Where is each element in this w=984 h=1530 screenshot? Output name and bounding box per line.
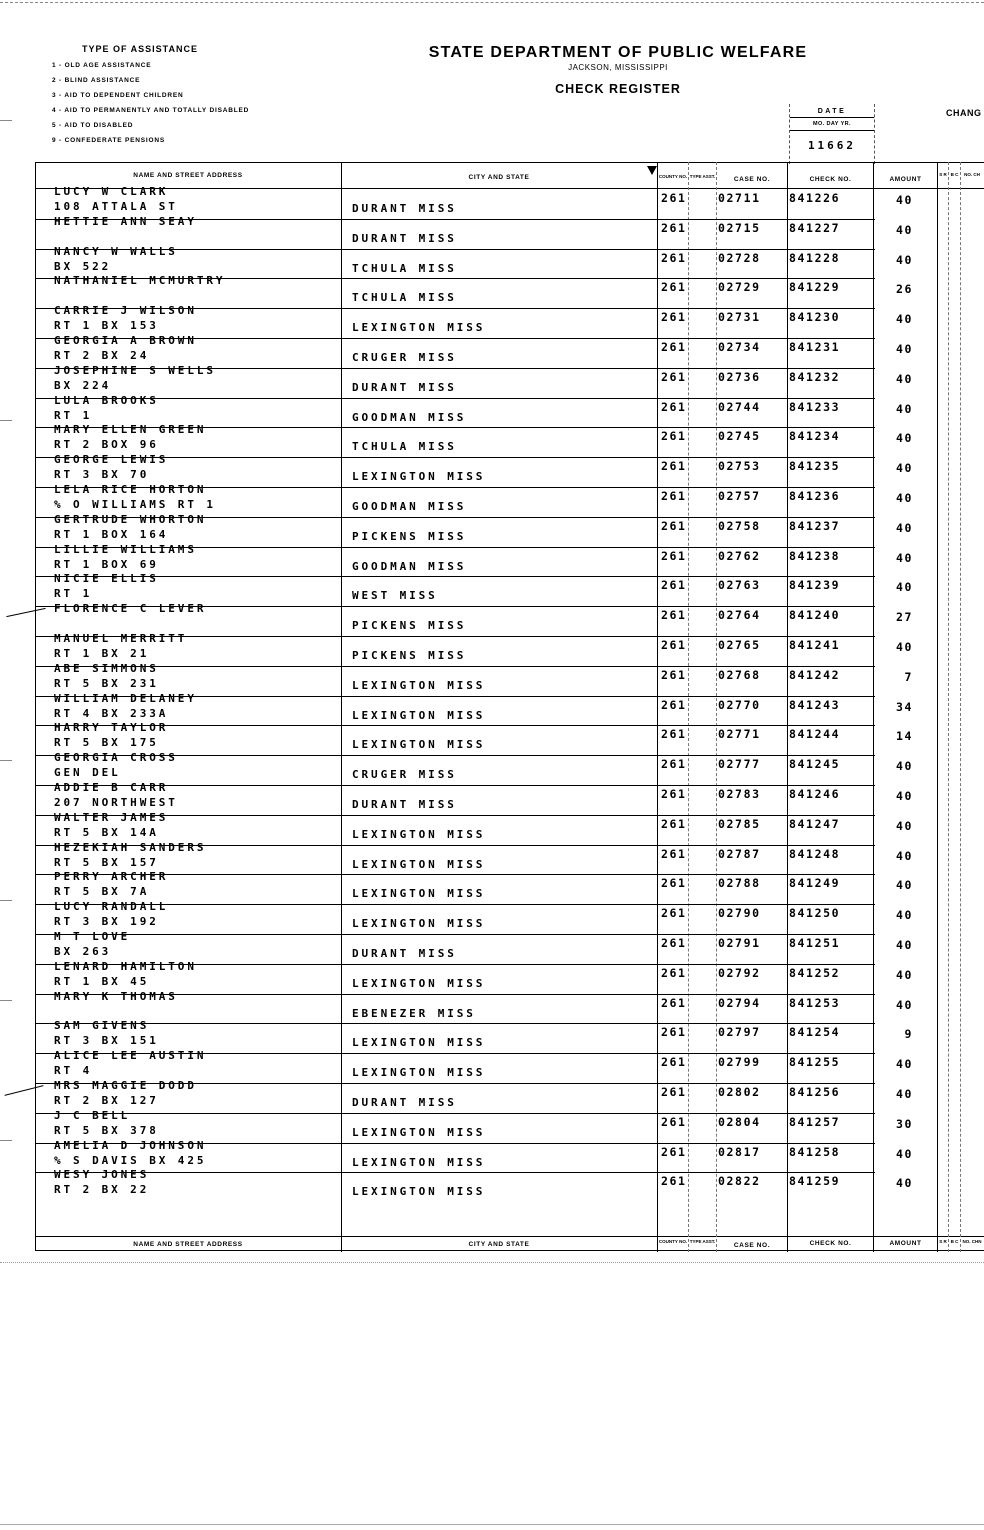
footer-separator (35, 1236, 984, 1237)
legend-title: TYPE OF ASSISTANCE (82, 44, 199, 54)
entry-case-no: 02728 (718, 250, 761, 265)
entry-city: LEXINGTON MISS (352, 738, 486, 752)
entry-check-no: 841227 (789, 220, 841, 235)
entry-county: 261 (661, 638, 687, 652)
entry-street: RT 2 BOX 96 (54, 438, 159, 452)
entry-street: RT 5 BX 231 (54, 676, 159, 690)
entry-check-no: 841248 (789, 846, 841, 861)
entry-amount: 40 (895, 967, 913, 982)
entry-street: RT 5 BX 378 (54, 1123, 159, 1137)
entry-check-no: 841235 (789, 459, 841, 474)
footer-header-no: NO. CHN (962, 1239, 982, 1244)
column-header-type: TYPE ASST. (689, 174, 716, 179)
entry-county: 261 (661, 280, 687, 295)
entry-city: TCHULA MISS (352, 440, 457, 454)
entry-county: 261 (661, 787, 687, 801)
entry-amount: 40 (895, 222, 913, 237)
entry-check-no: 841245 (789, 757, 841, 772)
margin-mark (0, 1140, 12, 1141)
entry-name: LUCY RANDALL (54, 900, 169, 914)
register-title: CHECK REGISTER (555, 82, 681, 96)
entry-name: WILLIAM DELANEY (54, 691, 197, 705)
assistance-type-legend (52, 44, 372, 148)
header-separator (35, 188, 984, 189)
column-divider (937, 162, 938, 1252)
entry-city: PICKENS MISS (352, 619, 467, 633)
entry-county: 261 (661, 1085, 687, 1099)
footer-header-county: COUNTY NO. (658, 1239, 688, 1244)
column-header-no: NO. CH (964, 172, 980, 177)
entry-amount: 40 (895, 640, 913, 654)
row-separator (35, 1023, 875, 1024)
entry-amount: 40 (895, 1057, 913, 1072)
entry-city: LEXINGTON MISS (352, 976, 486, 990)
entry-check-no: 841239 (789, 578, 841, 593)
legend-item: 2 - BLIND ASSISTANCE (52, 77, 141, 84)
row-separator (35, 666, 875, 667)
column-divider (787, 162, 788, 1252)
entry-case-no: 02758 (718, 518, 761, 533)
entry-amount: 40 (895, 193, 913, 207)
entry-county: 261 (661, 608, 687, 623)
change-label: CHANG (946, 108, 982, 118)
entry-county: 261 (661, 757, 687, 772)
entry-case-no: 02753 (718, 459, 761, 474)
margin-mark (0, 900, 12, 901)
entry-amount: 30 (895, 1116, 913, 1131)
entry-case-no: 02763 (718, 578, 761, 593)
entry-case-no: 02729 (718, 280, 761, 295)
entry-county: 261 (661, 876, 687, 891)
entry-city: PICKENS MISS (352, 529, 467, 543)
entry-city: LEXINGTON MISS (352, 887, 486, 901)
entry-amount: 7 (904, 669, 913, 684)
entry-amount: 40 (895, 938, 913, 952)
entry-street: BX 224 (54, 378, 112, 392)
entry-case-no: 02745 (718, 429, 761, 444)
entry-check-no: 841231 (789, 340, 841, 354)
entry-name: SAM GIVENS (54, 1019, 150, 1033)
entry-check-no: 841257 (789, 1114, 841, 1129)
entry-city: LEXINGTON MISS (352, 1155, 486, 1169)
row-separator (35, 1113, 875, 1114)
entry-city: TCHULA MISS (352, 291, 457, 305)
column-header-check: CHECK NO. (809, 176, 852, 183)
entry-check-no: 841237 (789, 518, 841, 533)
entry-amount: 40 (895, 759, 913, 774)
entry-check-no: 841252 (789, 965, 841, 980)
column-divider (948, 162, 949, 1252)
entry-case-no: 02788 (718, 876, 761, 891)
entry-check-no: 841228 (789, 250, 841, 265)
entry-name: ABE SIMMONS (54, 661, 159, 675)
entry-county: 261 (661, 1025, 687, 1040)
entry-name: NATHANIEL MCMURTRY (54, 274, 226, 288)
entry-name: HARRY TAYLOR (54, 721, 169, 735)
entry-street: RT 3 BX 151 (54, 1034, 159, 1048)
entry-check-no: 841243 (789, 697, 841, 712)
entry-name: LULA BROOKS (54, 393, 159, 407)
entry-case-no: 02787 (718, 846, 761, 861)
entry-name: WALTER JAMES (54, 810, 169, 824)
entry-city: LEXINGTON MISS (352, 1125, 486, 1139)
entry-name: MARY K THOMAS (54, 989, 178, 1003)
entry-amount: 40 (895, 997, 913, 1012)
entry-city: WEST MISS (352, 589, 438, 603)
column-header-county: COUNTY NO. (658, 174, 688, 179)
column-divider (873, 162, 874, 1252)
entry-city: DURANT MISS (352, 1096, 457, 1109)
entry-county: 261 (661, 1114, 687, 1129)
entry-case-no: 02770 (718, 697, 761, 712)
entry-check-no: 841254 (789, 1025, 841, 1040)
row-separator (35, 576, 875, 577)
entry-street: RT 3 BX 192 (54, 915, 159, 929)
column-header-amount: AMOUNT (889, 176, 922, 183)
entry-check-no: 841238 (789, 548, 841, 563)
entry-name: NICIE ELLIS (54, 572, 159, 586)
entry-name: GEORGIA CROSS (54, 751, 178, 765)
entry-check-no: 841241 (789, 638, 841, 652)
entry-county: 261 (661, 1174, 687, 1189)
entry-amount: 40 (895, 252, 913, 267)
entry-check-no: 841242 (789, 667, 841, 682)
entry-case-no: 02799 (718, 1055, 761, 1070)
entry-street: BX 522 (54, 259, 112, 273)
entry-street: RT 1 BX 153 (54, 319, 159, 333)
entry-city: GOODMAN MISS (352, 559, 467, 573)
entry-city: LEXINGTON MISS (352, 1066, 486, 1080)
margin-mark (0, 1000, 12, 1001)
entry-case-no: 02765 (718, 638, 761, 652)
entry-check-no: 841229 (789, 280, 841, 295)
entry-name: LENARD HAMILTON (54, 959, 197, 973)
entry-county: 261 (661, 846, 687, 861)
entry-case-no: 02764 (718, 608, 761, 623)
entry-county: 261 (661, 548, 687, 563)
entry-case-no: 02791 (718, 936, 761, 950)
footer-header-city: CITY AND STATE (468, 1241, 530, 1248)
margin-mark (0, 420, 12, 421)
entry-amount: 40 (895, 580, 913, 595)
entry-street: BX 263 (54, 945, 112, 958)
entry-check-no: 841258 (789, 1144, 841, 1159)
entry-name: LELA RICE HORTON (54, 483, 207, 496)
entry-county: 261 (661, 1144, 687, 1159)
entry-county: 261 (661, 936, 687, 950)
entry-name: LILLIE WILLIAMS (54, 542, 197, 556)
entry-street: RT 4 BX 233A (54, 706, 169, 720)
entry-street: 108 ATTALA ST (54, 200, 178, 213)
entry-street: % O WILLIAMS RT 1 (54, 498, 216, 511)
entry-case-no: 02817 (718, 1144, 761, 1159)
entry-check-no: 841240 (789, 608, 841, 623)
entry-street: RT 1 BOX 69 (54, 557, 159, 571)
entry-street: RT 1 BX 45 (54, 974, 150, 988)
entry-amount: 40 (895, 818, 913, 833)
footer-header-b: B C (950, 1239, 959, 1244)
entry-county: 261 (661, 489, 687, 503)
entry-name: NANCY W WALLS (54, 244, 178, 258)
entry-amount: 34 (895, 699, 913, 714)
column-divider (657, 162, 658, 1252)
column-header-case: CASE NO. (733, 176, 771, 183)
entry-amount: 9 (904, 1027, 913, 1042)
entry-city: LEXINGTON MISS (352, 827, 486, 841)
entry-city: LEXINGTON MISS (352, 708, 486, 722)
entry-check-no: 841232 (789, 369, 841, 384)
entry-street: RT 5 BX 7A (54, 885, 150, 899)
entry-city: CRUGER MISS (352, 351, 457, 364)
entry-check-no: 841256 (789, 1085, 841, 1099)
entry-amount: 40 (895, 878, 913, 893)
entry-amount: 27 (895, 610, 913, 625)
entry-county: 261 (661, 667, 687, 682)
column-header-b: B C (950, 172, 959, 177)
entry-case-no: 02802 (718, 1085, 761, 1099)
margin-mark (0, 760, 12, 761)
entry-case-no: 02792 (718, 965, 761, 980)
entry-county: 261 (661, 399, 687, 414)
entry-check-no: 841250 (789, 906, 841, 921)
footer-header-case: CASE NO. (733, 1242, 771, 1249)
entry-name: HETTIE ANN SEAY (54, 214, 197, 228)
entry-street: 207 NORTHWEST (54, 796, 178, 809)
entry-name: AMELIA D JOHNSON (54, 1138, 207, 1152)
entry-case-no: 02822 (718, 1174, 761, 1189)
entry-check-no: 841226 (789, 191, 841, 205)
entry-name: PERRY ARCHER (54, 870, 169, 884)
entry-case-no: 02762 (718, 548, 761, 563)
entry-county: 261 (661, 578, 687, 593)
entry-amount: 40 (895, 342, 913, 356)
entry-check-no: 841249 (789, 876, 841, 891)
footer-header-type: TYPE ASST. (689, 1239, 716, 1244)
entry-case-no: 02731 (718, 310, 761, 325)
entry-name: ADDIE B CARR (54, 781, 169, 794)
margin-mark (0, 120, 12, 121)
entry-amount: 40 (895, 461, 913, 476)
entry-case-no: 02768 (718, 667, 761, 682)
document-title: STATE DEPARTMENT OF PUBLIC WELFARE (428, 44, 808, 61)
entry-amount: 14 (895, 729, 913, 744)
entry-county: 261 (661, 369, 687, 384)
entry-county: 261 (661, 727, 687, 742)
entry-amount: 40 (895, 491, 913, 505)
column-divider (341, 162, 342, 1252)
entry-name: MARY ELLEN GREEN (54, 423, 207, 437)
entry-case-no: 02790 (718, 906, 761, 921)
entry-case-no: 02797 (718, 1025, 761, 1040)
entry-county: 261 (661, 965, 687, 980)
date-parts-label: MO. DAY YR. (790, 118, 874, 131)
column-divider (716, 162, 717, 1252)
entry-case-no: 02744 (718, 399, 761, 414)
entry-county: 261 (661, 1055, 687, 1070)
legend-item: 9 - CONFEDERATE PENSIONS (52, 137, 165, 144)
entry-county: 261 (661, 995, 687, 1010)
entry-city: LEXINGTON MISS (352, 1036, 486, 1050)
entry-street: % S DAVIS BX 425 (54, 1153, 207, 1167)
entry-city: PICKENS MISS (352, 649, 467, 662)
entry-case-no: 02757 (718, 489, 761, 503)
entry-case-no: 02785 (718, 816, 761, 831)
grid-bottom-border (35, 1250, 984, 1251)
date-value: 11662 (807, 139, 857, 152)
entry-street: RT 1 BOX 164 (54, 527, 169, 541)
bottom-edge-line (0, 1524, 984, 1525)
entry-check-no: 841251 (789, 936, 841, 950)
column-header-sr: S R (939, 172, 947, 177)
entry-street: RT 1 BX 21 (54, 647, 150, 660)
entry-street: RT 3 BX 70 (54, 468, 150, 482)
entry-check-no: 841234 (789, 429, 841, 444)
title-block (380, 44, 856, 96)
row-separator (35, 1172, 875, 1173)
entry-name: GERTRUDE WHORTON (54, 512, 207, 526)
document-subtitle: JACKSON, MISSISSIPPI (568, 63, 668, 72)
top-edge-line (0, 2, 984, 3)
entry-street: RT 5 BX 157 (54, 855, 159, 869)
entry-county: 261 (661, 816, 687, 831)
footer-header-name: NAME AND STREET ADDRESS (133, 1241, 243, 1248)
entry-city: DURANT MISS (352, 798, 457, 811)
footer-header-sr: S R (939, 1239, 947, 1244)
legend-item: 3 - AID TO DEPENDENT CHILDREN (52, 92, 184, 99)
entry-city: LEXINGTON MISS (352, 678, 486, 692)
entry-city: LEXINGTON MISS (352, 470, 486, 484)
entry-name: LUCY W CLARK (54, 185, 169, 198)
entry-name: CARRIE J WILSON (54, 304, 197, 318)
entry-name: GEORGIA A BROWN (54, 334, 197, 347)
entry-county: 261 (661, 340, 687, 354)
entry-amount: 40 (895, 371, 913, 386)
entry-amount: 40 (895, 520, 913, 535)
entry-check-no: 841253 (789, 995, 841, 1010)
scan-edge-line (0, 1262, 984, 1263)
entry-county: 261 (661, 459, 687, 474)
entry-name: J C BELL (54, 1108, 131, 1122)
entry-case-no: 02771 (718, 727, 761, 742)
legend-item: 1 - OLD AGE ASSISTANCE (52, 62, 152, 69)
entry-street: RT 2 BX 127 (54, 1094, 159, 1107)
entry-city: GOODMAN MISS (352, 410, 467, 424)
entry-county: 261 (661, 191, 687, 205)
entry-name: MANUEL MERRITT (54, 632, 188, 645)
entry-street: RT 5 BX 14A (54, 825, 159, 839)
entry-name: M T LOVE (54, 930, 131, 943)
entry-name: ALICE LEE AUSTIN (54, 1049, 207, 1063)
entry-check-no: 841230 (789, 310, 841, 325)
entry-name: JOSEPHINE S WELLS (54, 363, 216, 377)
entry-street: GEN DEL (54, 766, 121, 780)
entry-case-no: 02783 (718, 787, 761, 801)
entry-city: TCHULA MISS (352, 261, 457, 275)
date-box (789, 104, 875, 164)
entry-amount: 40 (895, 1176, 913, 1191)
entry-name: FLORENCE C LEVER (54, 602, 207, 616)
entry-check-no: 841244 (789, 727, 841, 742)
legend-item: 4 - AID TO PERMANENTLY AND TOTALLY DISABLED (52, 107, 250, 114)
entry-case-no: 02736 (718, 369, 761, 384)
entry-county: 261 (661, 518, 687, 533)
entry-check-no: 841246 (789, 787, 841, 801)
entry-street: RT 1 (54, 408, 93, 422)
entry-county: 261 (661, 250, 687, 265)
column-divider (688, 162, 689, 1252)
footer-header-check: CHECK NO. (809, 1240, 852, 1247)
entry-amount: 40 (895, 431, 913, 446)
entry-check-no: 841233 (789, 399, 841, 414)
row-separator (35, 398, 875, 399)
entry-name: WESY JONES (54, 1168, 150, 1182)
entry-amount: 40 (895, 789, 913, 803)
legend-item: 5 - AID TO DISABLED (52, 122, 134, 129)
entry-case-no: 02794 (718, 995, 761, 1010)
entry-amount: 26 (895, 282, 913, 297)
entry-case-no: 02715 (718, 220, 761, 235)
column-divider (960, 162, 961, 1252)
entry-street: RT 5 BX 175 (54, 736, 159, 750)
entry-city: DURANT MISS (352, 231, 457, 245)
entry-city: LEXINGTON MISS (352, 857, 486, 871)
entry-name: GEORGE LEWIS (54, 453, 169, 467)
entry-name: MRS MAGGIE DODD (54, 1079, 197, 1092)
entry-case-no: 02777 (718, 757, 761, 772)
entry-county: 261 (661, 310, 687, 325)
entry-city: DURANT MISS (352, 380, 457, 394)
entry-county: 261 (661, 429, 687, 444)
entry-amount: 40 (895, 1087, 913, 1101)
entry-amount: 40 (895, 550, 913, 565)
entry-case-no: 02804 (718, 1114, 761, 1129)
entry-amount: 40 (895, 312, 913, 327)
entry-check-no: 841236 (789, 489, 841, 503)
date-label: DATE (790, 104, 874, 118)
entry-street: RT 2 BX 22 (54, 1183, 150, 1197)
entry-street: RT 1 (54, 587, 93, 601)
entry-city: DURANT MISS (352, 202, 457, 215)
entry-city: DURANT MISS (352, 947, 457, 960)
entry-city: LEXINGTON MISS (352, 321, 486, 335)
row-separator (35, 934, 875, 935)
entry-city: CRUGER MISS (352, 768, 457, 782)
entry-city: GOODMAN MISS (352, 500, 467, 513)
entry-amount: 40 (895, 1146, 913, 1161)
entry-name: HEZEKIAH SANDERS (54, 840, 207, 854)
entry-case-no: 02734 (718, 340, 761, 354)
entry-county: 261 (661, 697, 687, 712)
entry-street: RT 2 BX 24 (54, 349, 150, 362)
entry-check-no: 841247 (789, 816, 841, 831)
entry-county: 261 (661, 906, 687, 921)
entry-city: LEXINGTON MISS (352, 917, 486, 931)
entry-amount: 40 (895, 401, 913, 416)
entry-case-no: 02711 (718, 191, 761, 205)
entry-county: 261 (661, 220, 687, 235)
column-header-name: NAME AND STREET ADDRESS (133, 172, 243, 179)
column-header-city: CITY AND STATE (468, 174, 530, 181)
footer-header-amount: AMOUNT (889, 1240, 922, 1247)
entry-street: RT 4 (54, 1064, 93, 1078)
entry-city: EBENEZER MISS (352, 1006, 476, 1020)
entry-check-no: 841255 (789, 1055, 841, 1070)
entry-check-no: 841259 (789, 1174, 841, 1189)
entry-amount: 40 (895, 908, 913, 923)
entry-amount: 40 (895, 848, 913, 863)
entry-city: LEXINGTON MISS (352, 1185, 486, 1199)
